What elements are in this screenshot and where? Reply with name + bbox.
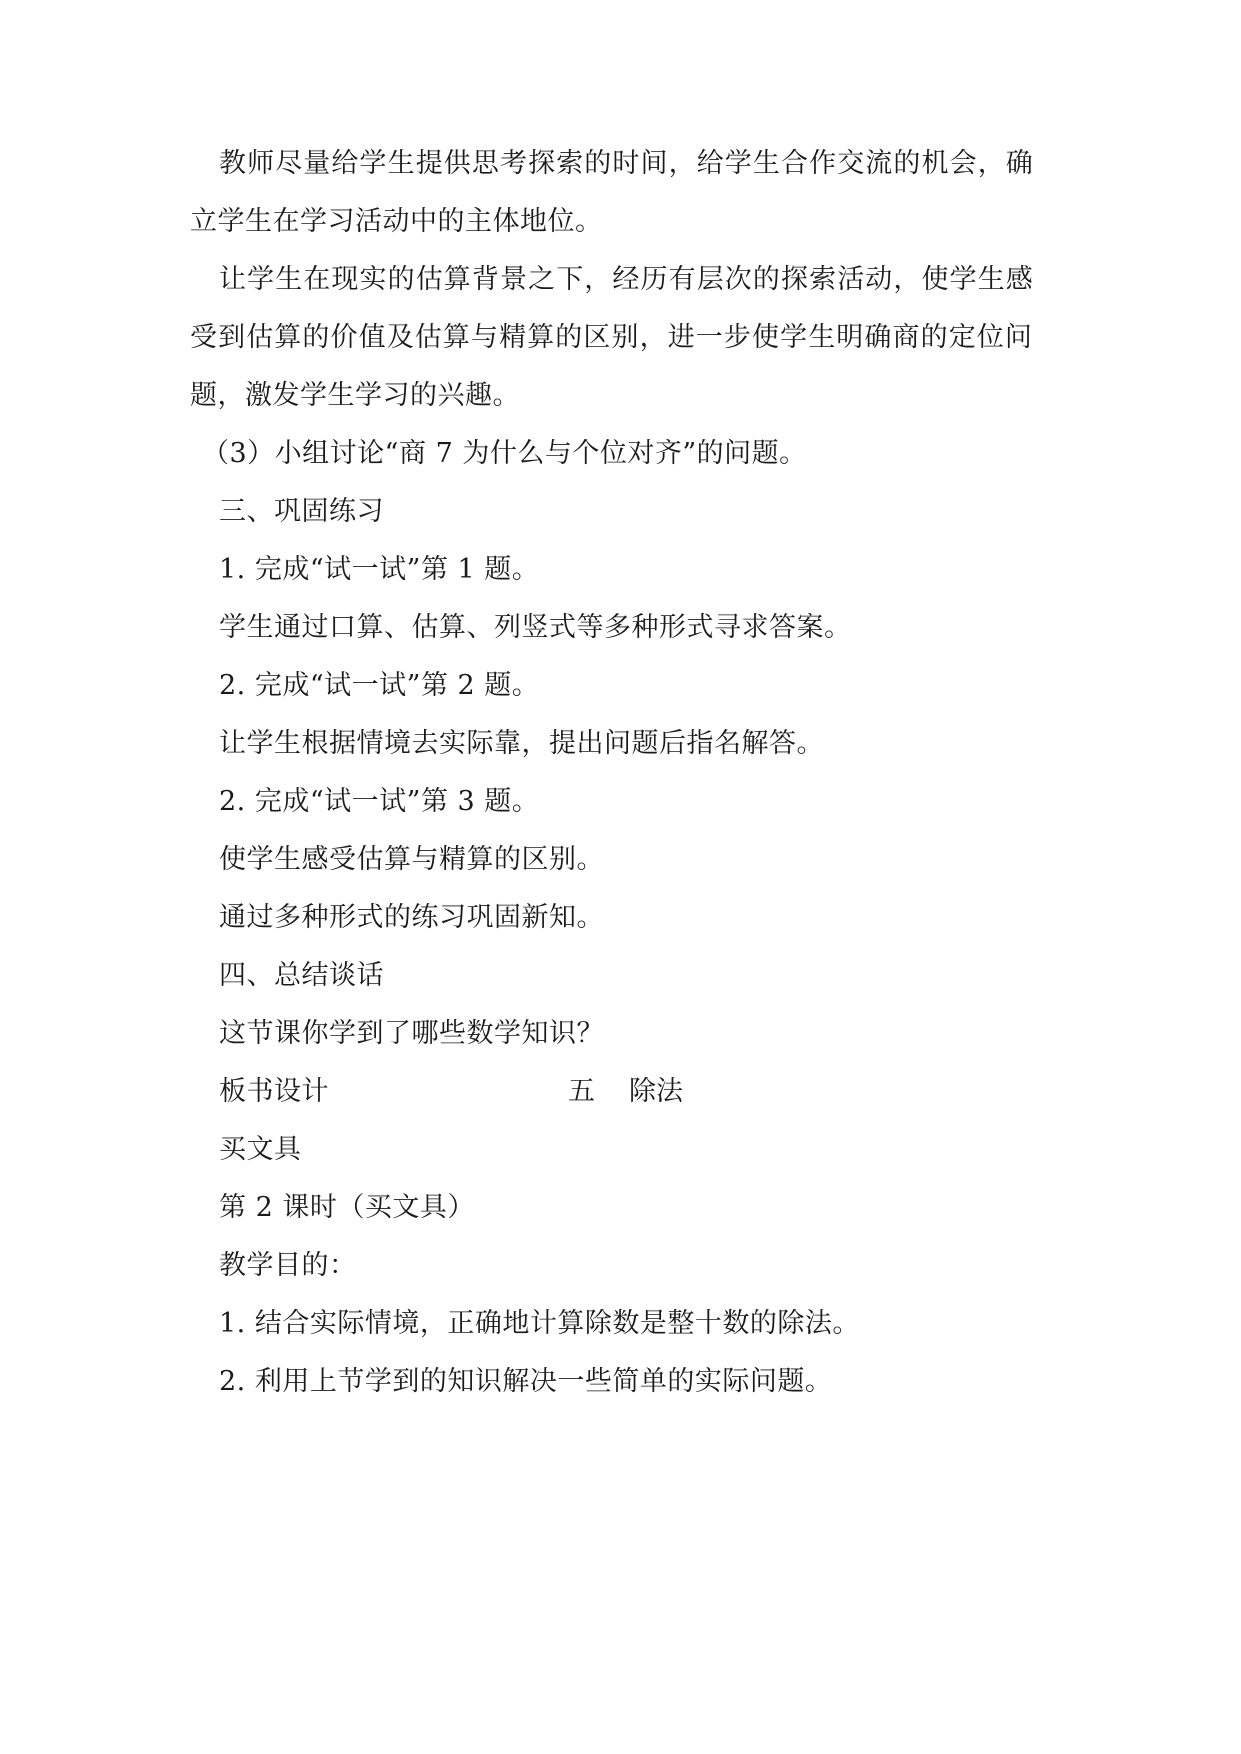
board-unit: 五 [568, 1076, 595, 1107]
exercise-1: 1. 完成“试一试”第 1 题。 [219, 554, 540, 585]
teaching-goal-2: 2. 利用上节学到的知识解决一些简单的实际问题。 [219, 1366, 833, 1397]
section-heading-4: 四、总结谈话 [219, 960, 384, 991]
board-title [568, 1074, 683, 1110]
board-design-label: 板书设计 [219, 1076, 329, 1107]
exercise-summary: 通过多种形式的练习巩固新知。 [219, 902, 604, 933]
exercise-1-note: 学生通过口算、估算、列竖式等多种形式寻求答案。 [219, 612, 852, 643]
teaching-goal-1: 1. 结合实际情境，正确地计算除数是整十数的除法。 [219, 1308, 860, 1339]
paragraph-1-line-2: 立学生在学习活动中的主体地位。 [190, 206, 603, 237]
exercise-3: 2. 完成“试一试”第 3 题。 [219, 786, 540, 817]
exercise-3-note: 使学生感受估算与精算的区别。 [219, 844, 604, 875]
paragraph-2-line-2: 受到估算的价值及估算与精算的区别，进一步使学生明确商的定位问 [190, 322, 1033, 353]
summary-question: 这节课你学到了哪些数学知识？ [219, 1018, 604, 1049]
board-topic: 除法 [629, 1076, 683, 1107]
teaching-goals-label: 教学目的： [219, 1250, 357, 1281]
discussion-item-3: （3）小组讨论“商 7 为什么与个位对齐”的问题。 [202, 438, 807, 469]
section-heading-3: 三、巩固练习 [219, 496, 384, 527]
exercise-2: 2. 完成“试一试”第 2 题。 [219, 670, 540, 701]
paragraph-1-line-1: 教师尽量给学生提供思考探索的时间，给学生合作交流的机会，确 [219, 148, 1034, 179]
exercise-2-note: 让学生根据情境去实际靠，提出问题后指名解答。 [219, 728, 824, 759]
paragraph-2-line-1: 让学生在现实的估算背景之下，经历有层次的探索活动，使学生感 [219, 264, 1034, 295]
paragraph-2-line-3: 题，激发学生学习的兴趣。 [190, 380, 520, 411]
lesson-name: 买文具 [219, 1134, 302, 1165]
lesson-period: 第 2 课时（买文具） [219, 1192, 475, 1223]
